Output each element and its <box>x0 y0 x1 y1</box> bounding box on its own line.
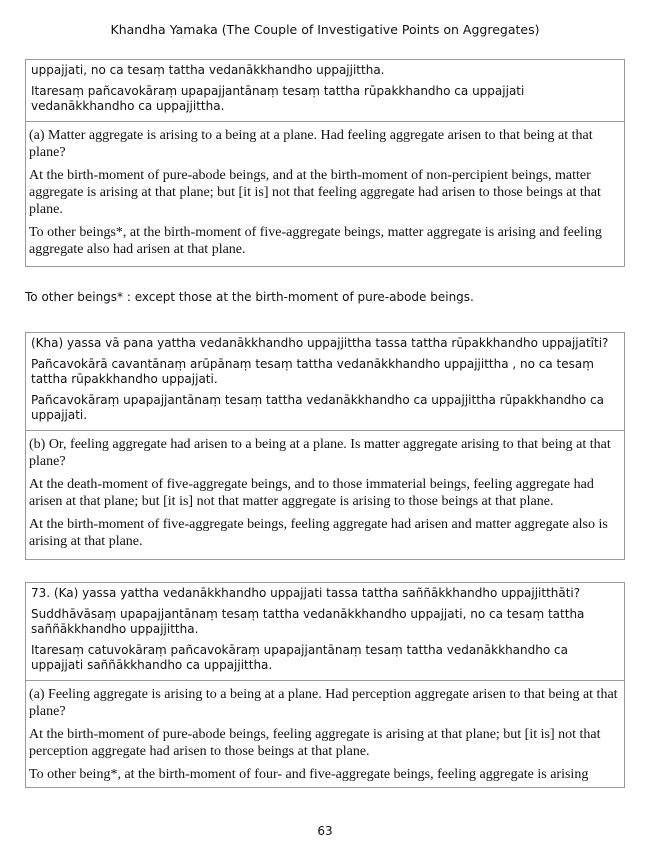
pali-paragraph: 73. (Ka) yassa yattha vedanākkhandho uppajjati tassa tattha saññākkhandho uppajjitthāti? <box>31 586 581 600</box>
pali-paragraph: Suddhāvāsaṃ upapajjantānaṃ tesaṃ tattha vedanākkhandho uppajjati, no ca tesaṃ tattha saññākkhandho uppajjittha. <box>31 606 585 636</box>
english-paragraph: (a) Feeling aggregate is arising to a being at a plane. Had perception aggregate arisen to that being at that plane? <box>29 686 618 719</box>
pali-section <box>26 333 624 430</box>
text-box-3 <box>25 582 625 788</box>
text-box-1 <box>25 59 625 267</box>
page-header: Khandha Yamaka (The Couple of Investigative Points on Aggregates) <box>110 22 540 37</box>
pali-paragraph: Pañcavokāraṃ upapajjantānaṃ tesaṃ tattha vedanākkhandho ca uppajjittha rūpakkhandho ca uppajjati. <box>31 392 604 422</box>
pali-paragraph: Pañcavokārā cavantānaṃ arūpānaṃ tesaṃ tattha vedanākkhandho uppajjittha , no ca tesaṃ tattha rūpakkhandho uppajjati. <box>31 356 594 386</box>
pali-paragraph: uppajjati, no ca tesaṃ tattha vedanākkhandho uppajjittha. <box>31 63 385 77</box>
english-paragraph: To other being*, at the birth-moment of four- and five-aggregate beings, feeling aggregate is arising <box>29 766 589 782</box>
english-paragraph: At the birth-moment of pure-abode beings, feeling aggregate is arising at that plane; but [it is] not that perception aggregate had arisen to those beings at that plane. <box>29 726 601 759</box>
footnote: To other beings* : except those at the birth-moment of pure-abode beings. <box>25 290 474 304</box>
pali-paragraph: (Kha) yassa vā pana yattha vedanākkhandho uppajjittha tassa tattha rūpakkhandho uppajjatīti? <box>31 336 609 350</box>
english-paragraph: (a) Matter aggregate is arising to a being at a plane. Had feeling aggregate arisen to that being at that plane? <box>29 127 593 160</box>
page-number: 63 <box>317 824 333 838</box>
pali-section <box>26 60 624 121</box>
english-section <box>26 121 624 264</box>
text-box-2 <box>25 332 625 560</box>
pali-section <box>26 583 624 680</box>
english-paragraph: At the birth-moment of five-aggregate beings, feeling aggregate had arisen and matter aggregate also is arising at that plane. <box>29 516 608 549</box>
pali-paragraph: Itaresaṃ catuvokāraṃ pañcavokāraṃ upapajjantānaṃ tesaṃ tattha vedanākkhandho ca uppajjati saññākkhandho ca uppajjittha. <box>31 642 568 672</box>
english-section <box>26 430 624 556</box>
pali-paragraph: Itaresaṃ pañcavokāraṃ upapajjantānaṃ tesaṃ tattha rūpakkhandho ca uppajjati vedanākkhandho ca uppajjittha. <box>31 83 525 113</box>
english-section <box>26 680 624 789</box>
english-paragraph: To other beings*, at the birth-moment of five-aggregate beings, matter aggregate is arising and feeling aggregate also had arisen at that plane. <box>29 224 602 257</box>
english-paragraph: (b) Or, feeling aggregate had arisen to a being at a plane. Is matter aggregate arising to that being at that plane? <box>29 436 611 469</box>
english-paragraph: At the death-moment of five-aggregate beings, and to those immaterial beings, feeling aggregate had arisen at that plane; but [it is] not that matter aggregate is arising to those beings at that plane. <box>29 476 594 509</box>
english-paragraph: At the birth-moment of pure-abode beings, and at the birth-moment of non-percipient beings, matter aggregate is arising at that plane; but [it is] not that feeling aggregate had arisen to those beings at that plane. <box>29 167 601 217</box>
